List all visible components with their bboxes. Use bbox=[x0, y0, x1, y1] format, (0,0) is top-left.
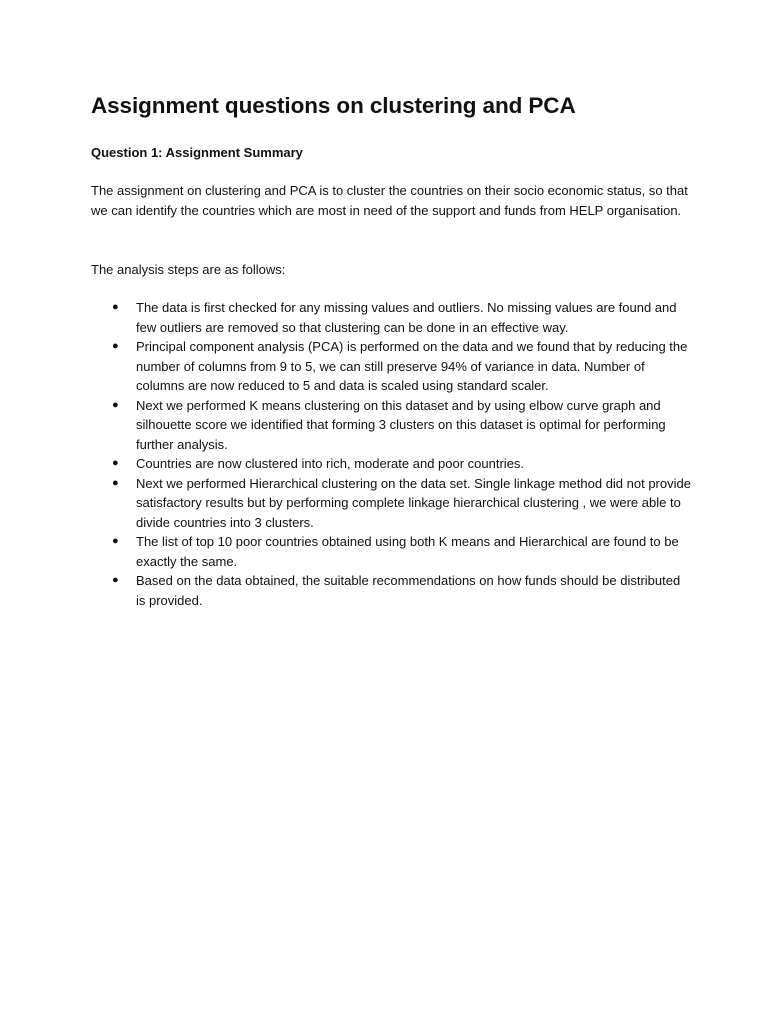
list-item-text: Next we performed K means clustering on this dataset and by using elbow curve graph and silhouette score we identified that forming 3 clusters on this dataset is optimal for performing further analysis. bbox=[136, 397, 666, 452]
list-item-text: Countries are now clustered into rich, moderate and poor countries. bbox=[136, 456, 525, 471]
steps-list bbox=[91, 298, 691, 610]
list-item bbox=[91, 454, 691, 474]
bullet-icon: ● bbox=[112, 476, 119, 489]
bullet-icon: ● bbox=[112, 535, 119, 547]
list-item bbox=[91, 571, 691, 610]
list-item-text: The list of top 10 poor countries obtained using both K means and Hierarchical are found to be exactly the same. bbox=[136, 534, 679, 569]
list-item-text: Based on the data obtained, the suitable recommendations on how funds should be distributed is provided. bbox=[136, 573, 681, 608]
bullet-icon: ● bbox=[112, 574, 119, 586]
bullet-icon: ● bbox=[112, 340, 119, 352]
document-title: Assignment questions on clustering and PCA bbox=[91, 93, 576, 118]
bullet-icon: ● bbox=[112, 398, 119, 411]
list-item-text: Principal component analysis (PCA) is performed on the data and we found that by reducing the number of columns from 9 to 5, we can still preserve 94% of variance in data. Number of columns are now reduced to 5 and data is scaled using standard scaler. bbox=[136, 339, 688, 393]
list-item-text: The data is first checked for any missing values and outliers. No missing values are found and few outliers are removed so that clustering can be done in an effective way. bbox=[136, 300, 677, 335]
list-item bbox=[91, 298, 691, 337]
list-item bbox=[91, 532, 691, 571]
bullet-icon: ● bbox=[112, 457, 119, 469]
steps-intro: The analysis steps are as follows: bbox=[91, 262, 286, 277]
list-item bbox=[91, 474, 691, 533]
document-body bbox=[91, 91, 691, 608]
list-item bbox=[91, 337, 691, 396]
list-item bbox=[91, 396, 691, 455]
bullet-icon: ● bbox=[112, 301, 119, 313]
summary-paragraph: The assignment on clustering and PCA is to cluster the countries on their socio economic status, so that we can identify the countries which are most in need of the support and funds from HELP organisation. bbox=[91, 183, 688, 218]
list-item-text: Next we performed Hierarchical clustering on the data set. Single linkage method did not provide satisfactory results but by performing complete linkage hierarchical clustering , we were able to divide countries into 3 clusters. bbox=[136, 475, 691, 530]
section-heading: Question 1: Assignment Summary bbox=[91, 145, 303, 160]
